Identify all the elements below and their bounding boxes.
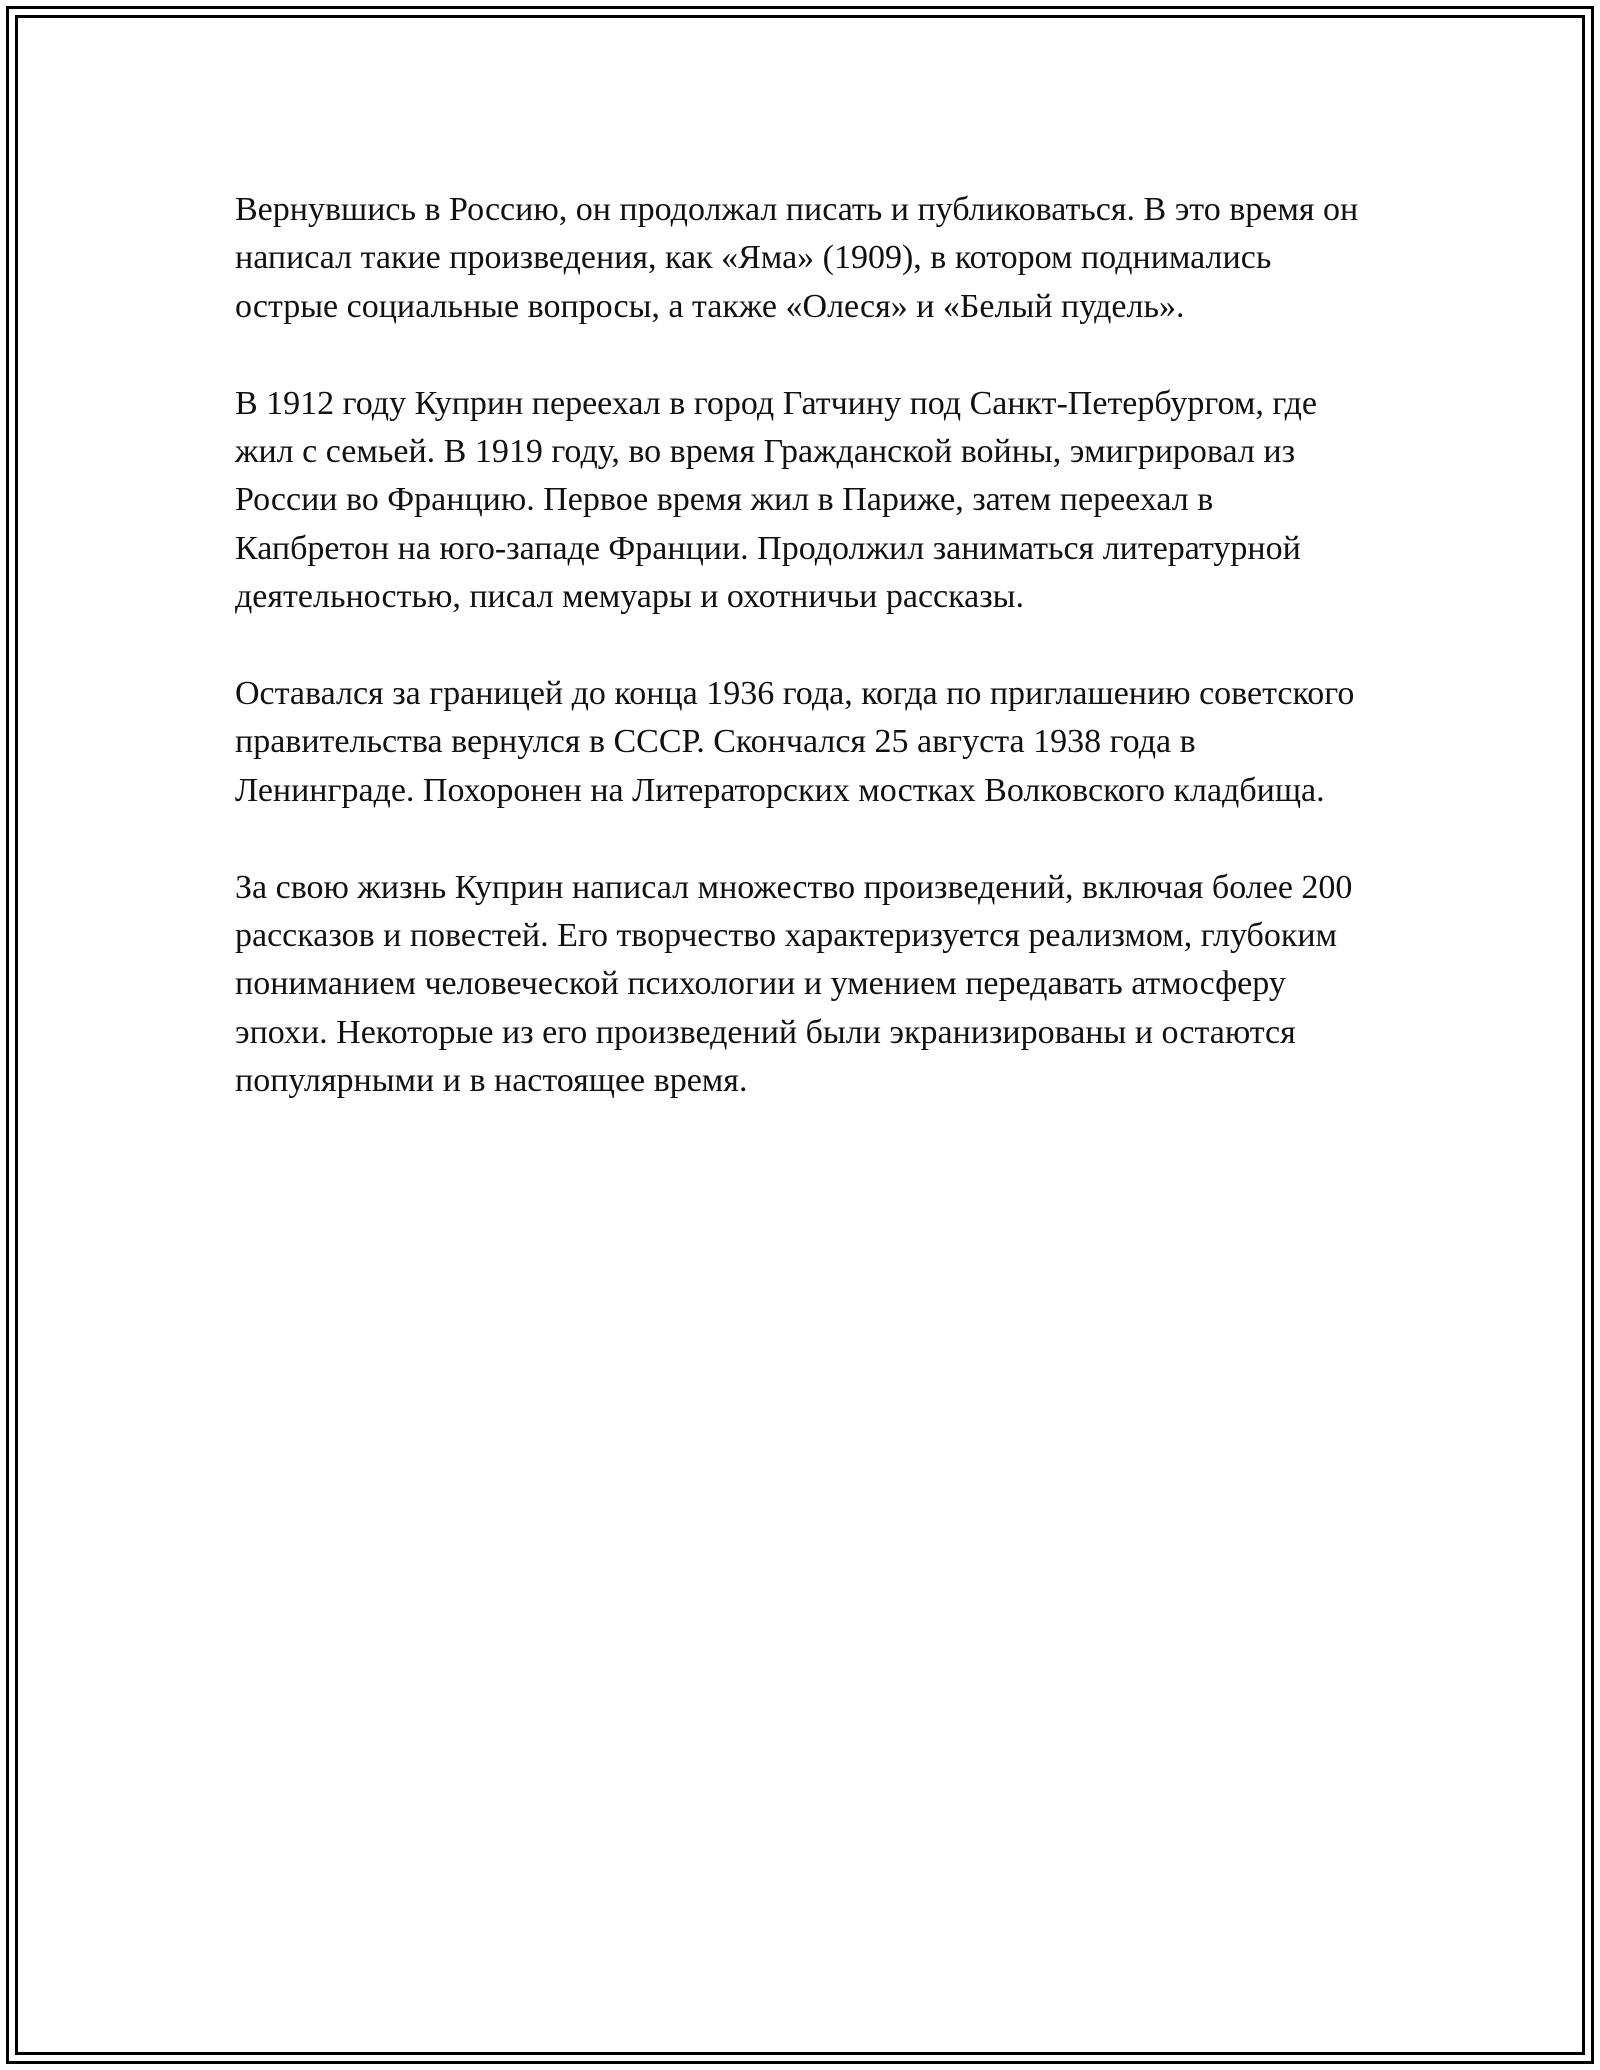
paragraph-return-to-ussr: Оставался за границей до конца 1936 года, когда по приглашению советского правительства вернулся в СССР. Скончался 25 августа 1938 года в Ленинграде. Похоронен на Литераторских мостках Волковского кладбища. [235, 675, 1355, 809]
paragraph-legacy: За свою жизнь Куприн написал множество произведений, включая более 200 рассказов и повестей. Его творчество характеризуется реализмом, глубоким пониманием человеческой психологии и умением передавать атмосферу эпохи. Некоторые из его произведений были экранизированы и остаются популярными и в настоящее время. [235, 868, 1353, 1100]
document-body [235, 186, 1375, 1106]
paragraph-gatchina-emigration: В 1912 году Куприн переехал в город Гатчину под Санкт-Петербургом, где жил с семьей. В 1919 году, во время Гражданской войны, эмигрировал из России во Францию. Первое время жил в Париже, затем переехал в Капбретон на юго-западе Франции. Продолжил заниматься литературной деятельностью, писал мемуары и охотничьи рассказы. [235, 384, 1318, 616]
paragraph-return-to-russia: Вернувшись в Россию, он продолжал писать и публиковаться. В это время он написал такие произведения, как «Яма» (1909), в котором поднимались острые социальные вопросы, а также «Олеся» и «Белый пудель». [235, 191, 1359, 325]
